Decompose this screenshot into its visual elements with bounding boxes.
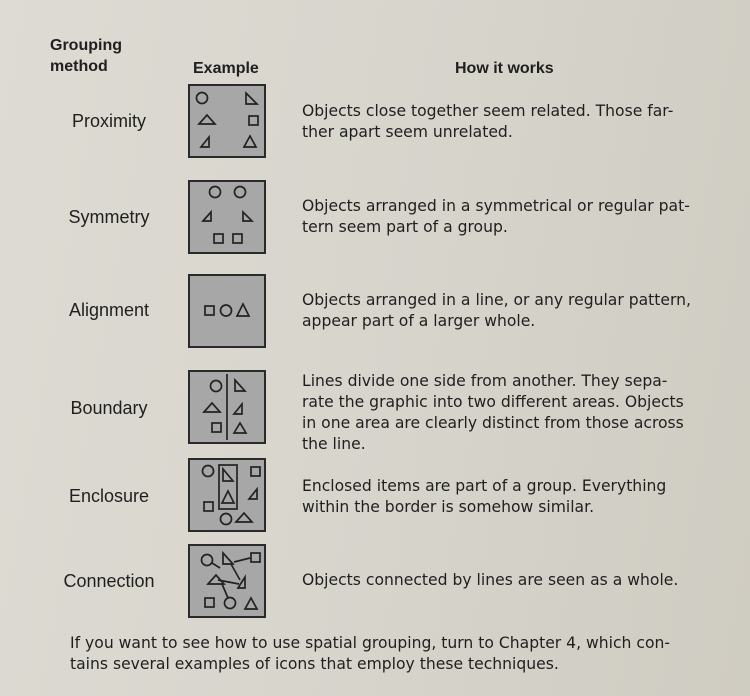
description-connection-line: Objects connected by lines are seen as a whole.	[302, 571, 679, 589]
example-connection-box	[188, 544, 266, 618]
enclosure-example-icon	[190, 460, 264, 530]
description-enclosure	[302, 476, 714, 518]
description-proximity	[302, 101, 714, 143]
description-proximity-line: ther apart seem unrelated.	[302, 123, 513, 141]
header-grouping-method	[50, 35, 122, 77]
description-boundary	[302, 371, 714, 455]
example-symmetry-box	[188, 180, 266, 254]
header-example: Example	[193, 60, 259, 77]
description-symmetry-line: tern seem part of a group.	[302, 218, 508, 236]
header-how-it-works: How it works	[455, 60, 554, 77]
description-boundary-line: rate the graphic into two different areas. Objects	[302, 393, 684, 411]
header-grouping-method-line2: method	[50, 58, 108, 75]
description-boundary-line: in one area are clearly distinct from those across	[302, 414, 684, 432]
example-alignment-box	[188, 274, 266, 348]
description-alignment-line: appear part of a larger whole.	[302, 312, 536, 330]
description-enclosure-line: within the border is somehow similar.	[302, 498, 595, 516]
header-grouping-method-line1: Grouping	[50, 37, 122, 54]
method-symmetry: Symmetry	[68, 207, 150, 227]
method-enclosure: Enclosure	[68, 486, 150, 506]
footer-note	[70, 633, 712, 675]
example-enclosure-box	[188, 458, 266, 532]
description-boundary-line: the line.	[302, 435, 366, 453]
footer-note-line: tains several examples of icons that employ these techniques.	[70, 655, 559, 673]
method-connection: Connection	[63, 571, 155, 591]
method-boundary: Boundary	[70, 398, 148, 418]
description-symmetry-line: Objects arranged in a symmetrical or regular pat-	[302, 197, 690, 215]
description-symmetry	[302, 196, 714, 238]
footer-note-line: If you want to see how to use spatial grouping, turn to Chapter 4, which con-	[70, 634, 671, 652]
description-proximity-line: Objects close together seem related. Those far-	[302, 102, 674, 120]
method-proximity: Proximity	[71, 111, 146, 131]
description-connection	[302, 570, 714, 591]
connection-example-icon	[190, 546, 264, 616]
boundary-example-icon	[190, 372, 264, 442]
method-alignment: Alignment	[68, 300, 150, 320]
description-enclosure-line: Enclosed items are part of a group. Everything	[302, 477, 667, 495]
example-proximity-box	[188, 84, 266, 158]
description-boundary-line: Lines divide one side from another. They sepa-	[302, 372, 668, 390]
proximity-example-icon	[190, 86, 264, 156]
description-alignment	[302, 290, 714, 332]
description-alignment-line: Objects arranged in a line, or any regular pattern,	[302, 291, 691, 309]
example-boundary-box	[188, 370, 266, 444]
symmetry-example-icon	[190, 182, 264, 252]
alignment-example-icon	[190, 276, 264, 346]
